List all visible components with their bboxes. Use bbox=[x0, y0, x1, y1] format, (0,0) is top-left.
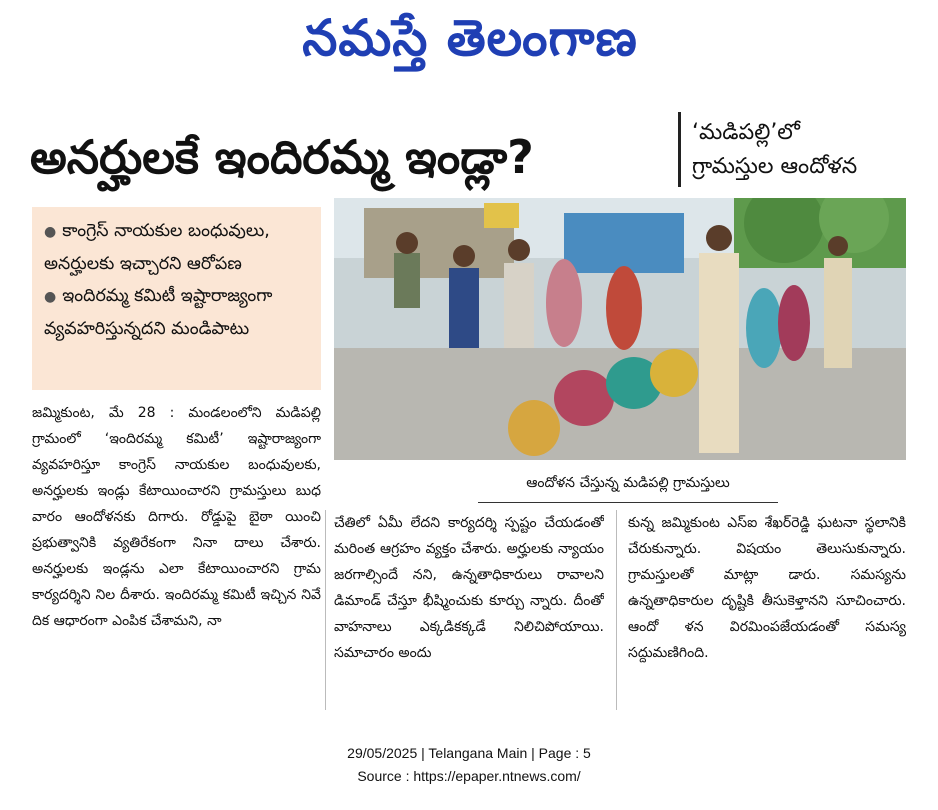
protest-photo bbox=[334, 198, 906, 460]
footer-date-edition: 29/05/2025 | Telangana Main | Page : 5 bbox=[347, 745, 591, 761]
column-divider bbox=[325, 510, 326, 710]
article-headline: అనర్హులకే ఇందిరమ్మ ఇండ్లా? bbox=[30, 130, 534, 184]
protest-photo-illustration bbox=[334, 198, 906, 460]
footer-source: Source : https://epaper.ntnews.com/ bbox=[357, 768, 581, 784]
column-divider bbox=[616, 510, 617, 710]
page-footer bbox=[0, 742, 938, 788]
highlight-box bbox=[32, 207, 321, 390]
masthead-logo: నమస్తే తెలంగాణ bbox=[302, 9, 638, 67]
article-column-3: కున్న జమ్మికుంట ఎస్ఐ శేఖర్‌రెడ్డి ఘటనా స్థలానికి చేరుకున్నారు. విషయం తెలుసుకున్నారు. గ్రామస్తులతో మాట్లా డారు. సమస్యను ఉన్నతాధికారుల దృష్టికి తీసుకెళ్తానని సూచించారు. ఆందో ళన విరమింపజేయడంతో సమస్య సద్దుమణిగింది. bbox=[628, 515, 906, 661]
article-column-1: జమ్మికుంట, మే 28 : మండలంలోని మడిపల్లి గ్రామంలో ‘ఇందిరమ్మ కమిటీ’ ఇష్టారాజ్యంగా వ్యవహరిస్తూ కాంగ్రెస్ నాయకుల బంధువులకు, అనర్హులకు ఇండ్లు కేటాయించారని గ్రామస్తులు బుధ వారం ఆందోళనకు దిగారు. రోడ్డుపై బైఠా యించి ప్రభుత్వానికి వ్యతిరేకంగా నినా దాలు చేశారు. అనర్హులకు ఇండ్లను ఎలా కేటాయించారని గ్రామ కార్యదర్శిని నిల దీశారు. ఇందిరమ్మ కమిటీ ఇచ్చిన నివే దిక ఆధారంగా ఎంపిక చేశామని, నా bbox=[32, 405, 321, 629]
article-kicker bbox=[692, 116, 922, 184]
article-column-2: చేతిలో ఏమీ లేదని కార్యదర్శి స్పష్టం చేయడంతో మరింత ఆగ్రహం వ్యక్తం చేశారు. అర్హులకు న్యాయం జరగాల్సిందే నని, ఉన్నతాధికారులు రావాలని డిమాండ్ చేస్తూ భీష్మించుకు కూర్చు న్నారు. దీంతో వాహనాలు ఎక్కడికక్కడే నిలిచిపోయాయి. సమాచారం అందు bbox=[334, 515, 604, 661]
highlight-point-1: కాంగ్రెస్ నాయకుల బంధువులు, అనర్హులకు ఇచ్చారని ఆరోపణ bbox=[44, 221, 270, 274]
headline-divider bbox=[678, 112, 681, 187]
highlight-point-2: ఇందిరమ్మ కమిటీ ఇష్టారాజ్యంగా వ్యవహరిస్తున్నదని మండిపాటు bbox=[44, 286, 273, 339]
bullet-icon: ● bbox=[44, 224, 57, 240]
kicker-line-1: ‘మడిపల్లి’లో bbox=[692, 120, 800, 145]
photo-caption: ఆందోళన చేస్తున్న మడిపల్లి గ్రామస్తులు bbox=[478, 468, 778, 503]
kicker-line-2: గ్రామస్తుల ఆందోళన bbox=[692, 154, 858, 179]
bullet-icon: ● bbox=[44, 289, 57, 305]
